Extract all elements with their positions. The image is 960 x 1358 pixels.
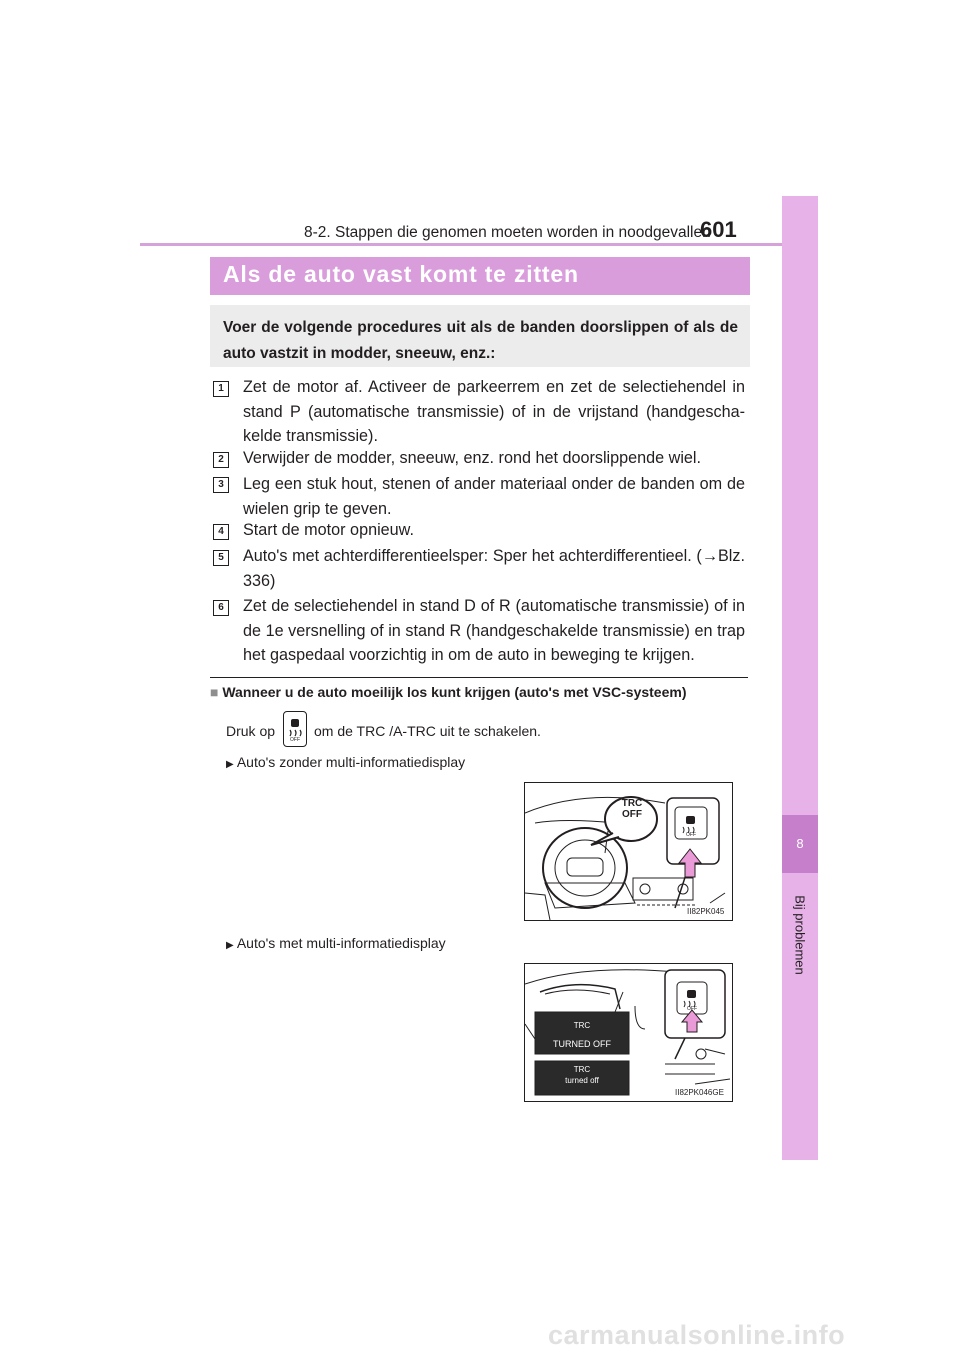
bullet-2-marker: ▶ <box>226 940 234 951</box>
step-text-5: Auto's met achterdifferentieelsper: Sper het achterdifferentieel. (→Blz. 336) <box>243 547 745 590</box>
section-title: 8-2. Stappen die genomen moeten worden in noodgevallen <box>304 224 711 241</box>
bullet-2-text: Auto's met multi-informatiedisplay <box>236 935 446 951</box>
intro-box <box>210 305 750 367</box>
bullet-1-marker: ▶ <box>226 759 234 770</box>
chapter-number-tab: 8 <box>782 815 818 873</box>
indicator-line-2: OFF <box>622 809 642 820</box>
lower-display-line-2: turned off <box>565 1076 599 1085</box>
note-heading <box>210 684 750 700</box>
note-divider <box>210 677 748 678</box>
bullet-2 <box>226 935 446 951</box>
vsc-button-off-label: OFF <box>290 737 300 743</box>
chapter-side-strip <box>782 196 818 1160</box>
note-marker: ■ <box>210 684 219 700</box>
bullet-1 <box>226 754 465 770</box>
figure2-button-label: OFF <box>687 1006 697 1012</box>
figure-without-display <box>524 782 733 921</box>
mid-display-line-1: TRC <box>573 1021 591 1030</box>
step-text-1: Zet de motor af. Activeer de parkeerrem en zet de selectiehendel in stand P (automatische transmissie) of in de vrijstand (handgescha-kelde transmissie). <box>243 378 745 445</box>
lower-display-line-1: TRC <box>573 1065 591 1074</box>
step-text-6: Zet de selectiehendel in stand D of R (automatische transmissie) of in de 1e versnelling of in stand R (handgeschakelde transmissie) en trap het gaspedaal voorzichtig in om de auto in beweging te krijgen. <box>243 597 745 664</box>
step-number-3: 3 <box>213 477 229 493</box>
header-divider <box>140 243 818 246</box>
step-number-1: 1 <box>213 381 229 397</box>
figure-with-display <box>524 963 733 1102</box>
indicator-line-1: TRC <box>621 798 643 809</box>
chapter-title-text: Bij problemen <box>792 895 808 975</box>
step-number-4: 4 <box>213 524 229 540</box>
intro-text: Voer de volgende procedures uit als de banden doorslippen of als de auto vastzit in modder, sneeuw, enz.: <box>223 319 738 362</box>
page-title: Als de auto vast komt te zitten <box>223 261 579 287</box>
bullet-1-text: Auto's zonder multi-informatiedisplay <box>236 754 466 770</box>
note-heading-text: Wanneer u de auto moeilijk los kunt krijgen (auto's met VSC-systeem) <box>222 684 687 700</box>
figure1-code: II82PK045 <box>687 907 725 916</box>
chapter-title-vertical <box>782 870 818 1000</box>
step-number-5: 5 <box>213 550 229 566</box>
page-number: 601 <box>700 217 737 242</box>
step-text-2: Verwijder de modder, sneeuw, enz. rond het doorslippende wiel. <box>243 449 702 467</box>
mid-display-lower <box>535 1064 629 1086</box>
vsc-off-switch-icon <box>283 711 307 747</box>
mid-display-line-2: TURNED OFF <box>553 1039 611 1049</box>
figure1-button-label: OFF <box>686 832 696 838</box>
press-text-before: Druk op <box>226 723 276 739</box>
figure2-code: II82PK046GE <box>675 1088 724 1097</box>
press-text-after: om de TRC /A-TRC uit te schakelen. <box>314 723 541 739</box>
step-text-4: Start de motor opnieuw. <box>243 521 414 539</box>
trc-off-indicator <box>617 798 647 820</box>
step-number-2: 2 <box>213 452 229 468</box>
mid-display-english <box>535 1020 629 1050</box>
step-text-3: Leg een stuk hout, stenen of ander materiaal onder de banden om de wielen grip te geven. <box>243 475 745 518</box>
step-number-6: 6 <box>213 600 229 616</box>
title-bar <box>210 257 750 295</box>
watermark: carmanualsonline.info <box>548 1320 846 1350</box>
